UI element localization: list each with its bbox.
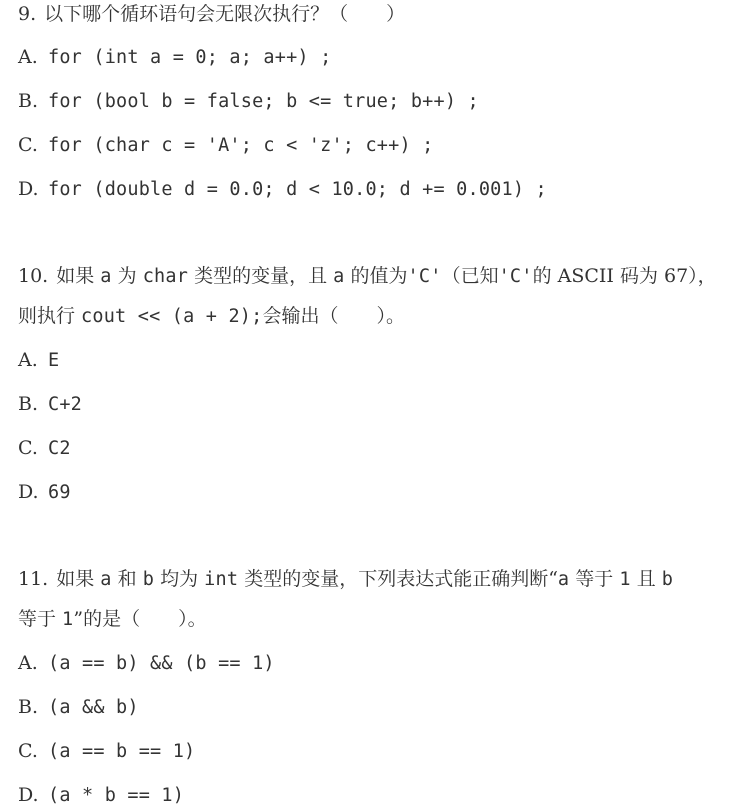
stem-text: （已知 (441, 265, 499, 287)
stem-text: 为 (111, 265, 143, 287)
stem-code: a (100, 569, 112, 590)
question-9-option-b (18, 87, 725, 115)
stem-code: a (100, 266, 112, 287)
question-9-option-d (18, 175, 725, 203)
option-label: A. (18, 652, 38, 674)
stem-text: 的 ASCII 码为 67）， (532, 265, 717, 287)
question-10-option-d (18, 478, 725, 506)
stem-code: a (557, 569, 570, 590)
question-11-option-a (18, 649, 725, 677)
question-text: 以下哪个循环语句会无限次执行？（ ） (44, 3, 406, 25)
question-11-option-b (18, 693, 725, 721)
question-9-stem (18, 0, 725, 28)
stem-text: 会输出（ ）。 (262, 305, 405, 327)
option-code: (a == b == 1) (48, 741, 196, 762)
question-10-option-a (18, 346, 725, 374)
stem-code: a (333, 266, 345, 287)
question-number: 10. (18, 265, 49, 287)
option-code: for (double d = 0.0; d < 10.0; d += 0.001) ; (48, 179, 547, 200)
stem-code: b (661, 569, 674, 590)
option-label: C. (18, 740, 38, 762)
question-number: 9. (18, 3, 37, 25)
option-code: C+2 (48, 394, 83, 415)
option-code: (a * b == 1) (48, 785, 185, 806)
stem-code: int (204, 569, 239, 590)
option-code: E (48, 350, 60, 371)
stem-text: ”的是（ ）。 (73, 608, 207, 630)
stem-text: 类型的变量，下列表达式能正确判断“ (238, 568, 558, 590)
stem-text: 等于 (18, 608, 63, 630)
stem-code: 1 (62, 609, 74, 630)
question-11-option-c (18, 737, 725, 765)
option-label: D. (18, 178, 39, 200)
question-11-stem-line1 (18, 565, 725, 593)
option-label: D. (18, 481, 39, 503)
question-10-option-b (18, 390, 725, 418)
stem-code: 'C' (498, 266, 533, 287)
stem-code: b (142, 569, 155, 590)
question-10-stem-line2 (18, 302, 725, 330)
stem-text: 如果 (56, 568, 101, 590)
stem-text: 的值为 (344, 265, 408, 287)
stem-text: 等于 (569, 568, 620, 590)
question-11-stem-line2 (18, 605, 725, 633)
option-label: C. (18, 437, 38, 459)
question-10-option-c (18, 434, 725, 462)
stem-code: 'C' (407, 266, 442, 287)
stem-text: 均为 (154, 568, 205, 590)
stem-code: 1 (619, 569, 631, 590)
option-code: 69 (48, 482, 71, 503)
option-label: D. (18, 784, 39, 806)
option-label: B. (18, 393, 39, 415)
stem-code: char (142, 266, 189, 287)
option-code: (a == b) && (b == 1) (48, 653, 275, 674)
question-number: 11. (18, 568, 49, 590)
option-code: for (bool b = false; b <= true; b++) ; (48, 91, 479, 112)
option-code: C2 (48, 438, 71, 459)
question-9-option-c (18, 131, 725, 159)
option-label: A. (18, 46, 38, 68)
option-label: A. (18, 349, 38, 371)
stem-code: cout << (a + 2); (81, 306, 263, 327)
stem-text: 且 (630, 568, 662, 590)
stem-text: 和 (111, 568, 143, 590)
question-10-stem-line1 (18, 262, 725, 290)
option-code: (a && b) (48, 697, 139, 718)
question-11-option-d (18, 781, 725, 809)
option-code: for (char c = 'A'; c < 'z'; c++) ; (48, 135, 434, 156)
option-label: B. (18, 90, 39, 112)
stem-text: 类型的变量，且 (188, 265, 334, 287)
option-label: C. (18, 134, 38, 156)
option-code: for (int a = 0; a; a++) ; (48, 47, 332, 68)
stem-text: 则执行 (18, 305, 82, 327)
option-label: B. (18, 696, 39, 718)
stem-text: 如果 (56, 265, 101, 287)
question-9-option-a (18, 43, 725, 71)
